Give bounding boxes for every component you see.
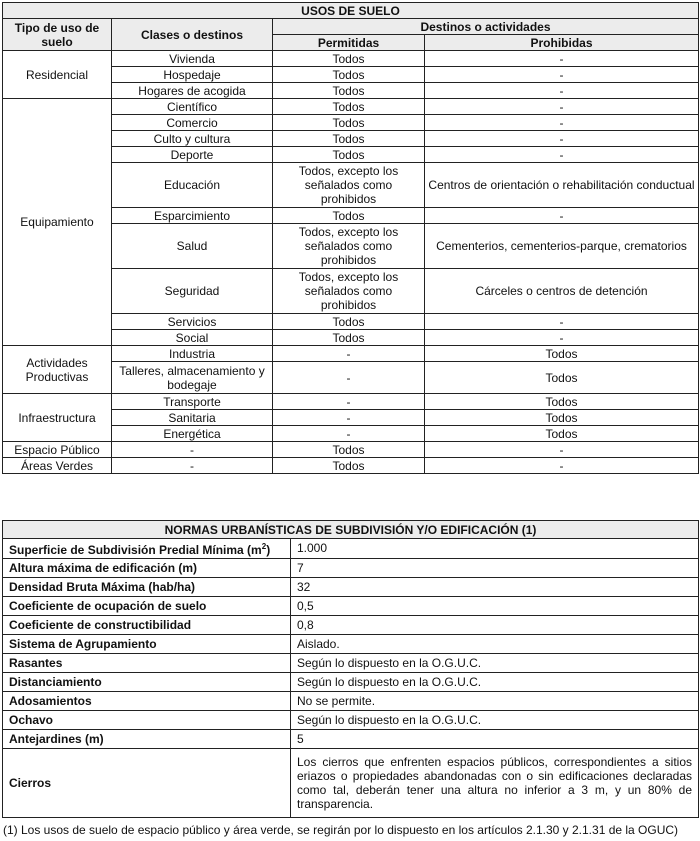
table-row xyxy=(3,539,699,559)
permitidas-cell: Todos, excepto los señalados como prohibidos xyxy=(273,224,425,269)
permitidas-cell: Todos xyxy=(273,314,425,330)
norma-value: 32 xyxy=(291,578,699,597)
prohibidas-cell: - xyxy=(425,67,699,83)
permitidas-cell: Todos xyxy=(273,115,425,131)
permitidas-cell: Todos xyxy=(273,442,425,458)
permitidas-cell: Todos xyxy=(273,51,425,67)
prohibidas-cell: - xyxy=(425,99,699,115)
prohibidas-cell: Centros de orientación o rehabilitación conductual xyxy=(425,163,699,208)
clase-cell: Científico xyxy=(112,99,273,115)
prohibidas-cell: Todos xyxy=(425,346,699,362)
clase-cell: Vivienda xyxy=(112,51,273,67)
norma-label: Rasantes xyxy=(3,654,291,673)
norma-label: Densidad Bruta Máxima (hab/ha) xyxy=(3,578,291,597)
prohibidas-cell: - xyxy=(425,208,699,224)
clase-cell: Deporte xyxy=(112,147,273,163)
clase-cell: Hospedaje xyxy=(112,67,273,83)
prohibidas-cell: - xyxy=(425,147,699,163)
table-row xyxy=(3,346,699,362)
permitidas-cell: - xyxy=(273,410,425,426)
norma-value: No se permite. xyxy=(291,692,699,711)
prohibidas-cell: Todos xyxy=(425,426,699,442)
norma-label: Cierros xyxy=(3,749,291,818)
norma-label: Adosamientos xyxy=(3,692,291,711)
norma-label: Sistema de Agrupamiento xyxy=(3,635,291,654)
table-row xyxy=(3,730,699,749)
prohibidas-cell: Todos xyxy=(425,410,699,426)
permitidas-cell: - xyxy=(273,362,425,394)
permitidas-cell: - xyxy=(273,394,425,410)
permitidas-cell: Todos xyxy=(273,458,425,474)
group-equipamiento: Equipamiento xyxy=(3,99,112,346)
norma-value: Según lo dispuesto en la O.G.U.C. xyxy=(291,673,699,692)
permitidas-cell: - xyxy=(273,426,425,442)
table-row xyxy=(3,442,699,458)
permitidas-cell: Todos xyxy=(273,131,425,147)
normas-urbanisticas-table xyxy=(2,520,699,818)
permitidas-cell: Todos xyxy=(273,208,425,224)
header-destinos: Destinos o actividades xyxy=(273,19,699,35)
prohibidas-cell: Cementerios, cementerios-parque, crematorios xyxy=(425,224,699,269)
permitidas-cell: - xyxy=(273,346,425,362)
group-areas-verdes: Áreas Verdes xyxy=(3,458,112,474)
clase-cell: Educación xyxy=(112,163,273,208)
clase-cell: Seguridad xyxy=(112,269,273,314)
clase-cell: Salud xyxy=(112,224,273,269)
table-row xyxy=(3,394,699,410)
clase-cell: Servicios xyxy=(112,314,273,330)
header-prohibidas: Prohibidas xyxy=(425,35,699,51)
clase-cell: - xyxy=(112,442,273,458)
group-espacio-publico: Espacio Público xyxy=(3,442,112,458)
table-row xyxy=(3,99,699,115)
table-row xyxy=(3,692,699,711)
permitidas-cell: Todos xyxy=(273,99,425,115)
prohibidas-cell: - xyxy=(425,458,699,474)
prohibidas-cell: Todos xyxy=(425,362,699,394)
table-row xyxy=(3,597,699,616)
norma-label: Antejardines (m) xyxy=(3,730,291,749)
permitidas-cell: Todos xyxy=(273,147,425,163)
clase-cell: Sanitaria xyxy=(112,410,273,426)
clase-cell: Transporte xyxy=(112,394,273,410)
table-row xyxy=(3,635,699,654)
table-row xyxy=(3,616,699,635)
usos-title: USOS DE SUELO xyxy=(3,3,699,19)
norma-label: Coeficiente de constructibilidad xyxy=(3,616,291,635)
header-clases: Clases o destinos xyxy=(112,19,273,51)
table-row xyxy=(3,578,699,597)
permitidas-cell: Todos, excepto los señalados como prohibidos xyxy=(273,269,425,314)
norma-value: 1.000 xyxy=(291,539,699,559)
table-row xyxy=(3,559,699,578)
clase-cell: - xyxy=(112,458,273,474)
norma-label: Coeficiente de ocupación de suelo xyxy=(3,597,291,616)
header-permitidas: Permitidas xyxy=(273,35,425,51)
table-row xyxy=(3,673,699,692)
prohibidas-cell: - xyxy=(425,83,699,99)
prohibidas-cell: - xyxy=(425,51,699,67)
clase-cell: Social xyxy=(112,330,273,346)
footnote: (1) Los usos de suelo de espacio público y área verde, se regirán por lo dispuesto en los artículos 2.1.30 y 2.1.31 de la OGUC) xyxy=(3,823,679,837)
norma-value: 0,5 xyxy=(291,597,699,616)
prohibidas-cell: - xyxy=(425,115,699,131)
clase-cell: Culto y cultura xyxy=(112,131,273,147)
prohibidas-cell: Cárceles o centros de detención xyxy=(425,269,699,314)
permitidas-cell: Todos xyxy=(273,330,425,346)
table-row xyxy=(3,654,699,673)
prohibidas-cell: Todos xyxy=(425,394,699,410)
table-row xyxy=(3,51,699,67)
clase-cell: Talleres, almacenamiento y bodegaje xyxy=(112,362,273,394)
clase-cell: Hogares de acogida xyxy=(112,83,273,99)
group-residencial: Residencial xyxy=(3,51,112,99)
norma-value: 0,8 xyxy=(291,616,699,635)
norma-value: Según lo dispuesto en la O.G.U.C. xyxy=(291,711,699,730)
norma-label: Ochavo xyxy=(3,711,291,730)
usos-de-suelo-table xyxy=(2,2,699,474)
norma-value: Según lo dispuesto en la O.G.U.C. xyxy=(291,654,699,673)
table-row xyxy=(3,458,699,474)
table-row xyxy=(3,711,699,730)
normas-title: NORMAS URBANÍSTICAS DE SUBDIVISIÓN Y/O EDIFICACIÓN (1) xyxy=(3,521,699,539)
header-tipo: Tipo de uso de suelo xyxy=(3,19,112,51)
group-actividades: Actividades Productivas xyxy=(3,346,112,394)
permitidas-cell: Todos xyxy=(273,83,425,99)
clase-cell: Comercio xyxy=(112,115,273,131)
prohibidas-cell: - xyxy=(425,330,699,346)
clase-cell: Industria xyxy=(112,346,273,362)
permitidas-cell: Todos, excepto los señalados como prohibidos xyxy=(273,163,425,208)
prohibidas-cell: - xyxy=(425,131,699,147)
prohibidas-cell: - xyxy=(425,442,699,458)
table-row xyxy=(3,749,699,818)
norma-label: Superficie de Subdivisión Predial Mínima $(m^2)$ xyxy=(3,539,291,559)
prohibidas-cell: - xyxy=(425,314,699,330)
group-infraestructura: Infraestructura xyxy=(3,394,112,442)
norma-value: Los cierros que enfrenten espacios públicos, correspondientes a sitios eriazos o propiedades abandonadas con o sin edificaciones declaradas como tal, deberán tener una altura no inferior a 3 m, y un 80% de transparencia. xyxy=(291,749,699,818)
clase-cell: Energética xyxy=(112,426,273,442)
norma-label: Distanciamiento xyxy=(3,673,291,692)
norma-value: Aislado. xyxy=(291,635,699,654)
norma-value: 7 xyxy=(291,559,699,578)
clase-cell: Esparcimiento xyxy=(112,208,273,224)
norma-value: 5 xyxy=(291,730,699,749)
norma-label: Altura máxima de edificación (m) xyxy=(3,559,291,578)
permitidas-cell: Todos xyxy=(273,67,425,83)
